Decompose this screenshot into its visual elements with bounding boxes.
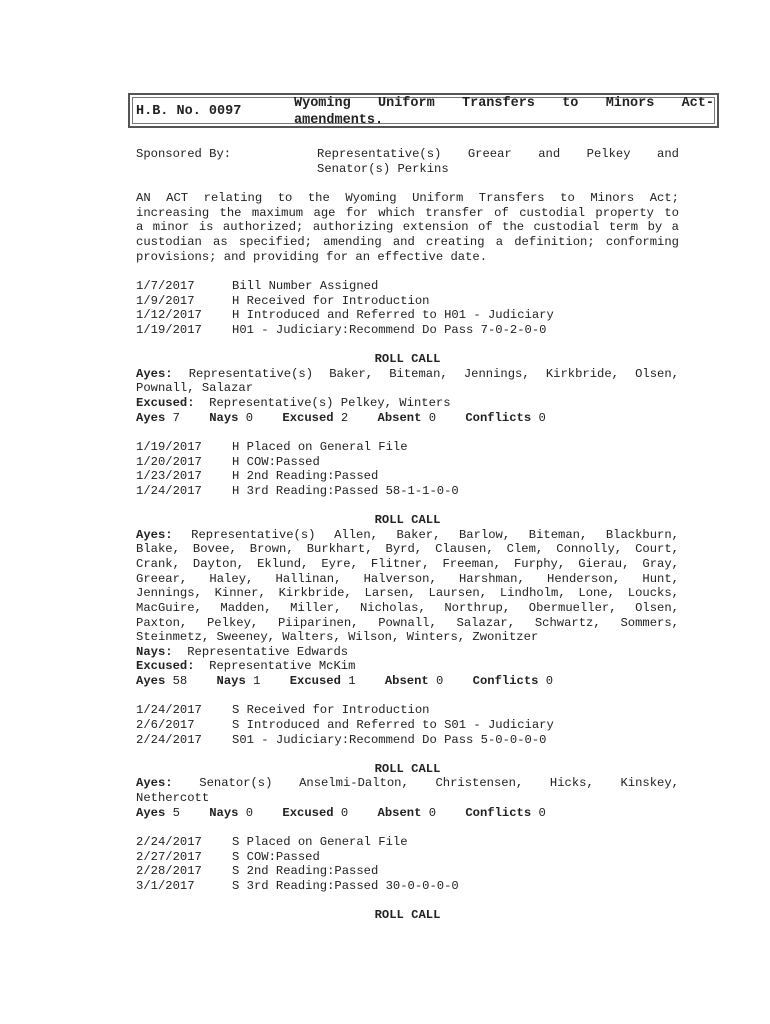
excused-names: Representative McKim bbox=[209, 659, 356, 673]
action-date: 2/27/2017 bbox=[136, 850, 202, 864]
action-text: H Placed on General File bbox=[232, 440, 408, 454]
summary-line: custodian as specified; amending and creating a definition; conforming bbox=[136, 235, 679, 249]
summary-line: increasing the maximum age for which transfer of custodial property to bbox=[136, 206, 679, 220]
ayes-count: 58 bbox=[172, 674, 188, 688]
conflicts-count: 0 bbox=[538, 806, 546, 820]
action-text: S 3rd Reading:Passed 30-0-0-0-0 bbox=[232, 879, 459, 893]
ayes-label: Ayes: bbox=[136, 528, 173, 542]
ayes-count-label: Ayes bbox=[136, 674, 166, 688]
action-row bbox=[136, 469, 378, 484]
roll2-ayes-line: Jennings, Kinner, Kirkbride, Larsen, Laursen, Lindholm, Lone, Loucks, bbox=[136, 586, 679, 600]
action-text: S COW:Passed bbox=[232, 850, 320, 864]
roll-call-heading: ROLL CALL bbox=[374, 908, 441, 922]
action-text: H 3rd Reading:Passed 58-1-1-0-0 bbox=[232, 484, 459, 498]
action-row bbox=[136, 703, 429, 718]
action-text: H01 - Judiciary:Recommend Do Pass 7-0-2-0-0 bbox=[232, 323, 547, 337]
roll3-vote-counts bbox=[136, 806, 546, 821]
action-text: H COW:Passed bbox=[232, 455, 320, 469]
nays-label: Nays: bbox=[136, 645, 173, 659]
ayes-count: 7 bbox=[172, 411, 180, 425]
nays-count: 1 bbox=[253, 674, 261, 688]
action-row bbox=[136, 864, 378, 879]
roll2-ayes-line: MacGuire, Madden, Miller, Nicholas, Northrup, Obermueller, Olsen, bbox=[136, 601, 679, 615]
roll1-excused bbox=[136, 396, 451, 411]
action-text: S01 - Judiciary:Recommend Do Pass 5-0-0-0-0 bbox=[232, 733, 547, 747]
absent-count: 0 bbox=[428, 411, 437, 425]
roll1-ayes-line-2: Pownall, Salazar bbox=[136, 381, 254, 395]
action-row bbox=[136, 294, 429, 309]
ayes-count: 5 bbox=[172, 806, 180, 820]
action-date: 3/1/2017 bbox=[136, 879, 195, 893]
sponsors-line-1: Representative(s) Greear and Pelkey and bbox=[317, 147, 679, 161]
ayes-count-label: Ayes bbox=[136, 806, 166, 820]
absent-count-label: Absent bbox=[377, 806, 422, 820]
roll3-ayes-line-1 bbox=[136, 776, 679, 791]
action-row bbox=[136, 850, 320, 865]
nays-count-label: Nays bbox=[209, 411, 239, 425]
action-date: 1/9/2017 bbox=[136, 294, 195, 308]
roll2-ayes-line: Crank, Dayton, Eklund, Eyre, Flitner, Freeman, Furphy, Gierau, Gray, bbox=[136, 557, 679, 571]
excused-count: 1 bbox=[348, 674, 356, 688]
action-text: H 2nd Reading:Passed bbox=[232, 469, 379, 483]
absent-count-label: Absent bbox=[384, 674, 429, 688]
excused-count-label: Excused bbox=[289, 674, 341, 688]
roll-call-heading: ROLL CALL bbox=[374, 352, 441, 366]
summary-line: AN ACT relating to the Wyoming Uniform Transfers to Minors Act; bbox=[136, 191, 679, 205]
excused-names: Representative(s) Pelkey, Winters bbox=[209, 396, 451, 410]
action-row bbox=[136, 455, 320, 470]
summary-line: provisions; and providing for an effective date. bbox=[136, 250, 488, 264]
nays-names: Representative Edwards bbox=[187, 645, 349, 659]
action-text: H Received for Introduction bbox=[232, 294, 430, 308]
sponsored-by-label: Sponsored By: bbox=[136, 147, 232, 161]
absent-count: 0 bbox=[436, 674, 444, 688]
absent-count-label: Absent bbox=[377, 411, 422, 425]
roll3-ayes-line-2: Nethercott bbox=[136, 791, 210, 805]
roll-call-heading: ROLL CALL bbox=[374, 513, 441, 527]
action-row bbox=[136, 733, 547, 748]
roll2-vote-counts bbox=[136, 674, 553, 689]
action-row bbox=[136, 279, 378, 294]
ayes-names: Senator(s) Anselmi-Dalton, Christensen, Hicks, Kinskey, bbox=[199, 776, 679, 790]
action-text: S 2nd Reading:Passed bbox=[232, 864, 379, 878]
roll2-ayes-line: Blake, Bovee, Brown, Burkhart, Byrd, Clausen, Clem, Connolly, Court, bbox=[136, 542, 679, 556]
roll2-ayes-line: Steinmetz, Sweeney, Walters, Wilson, Winters, Zwonitzer bbox=[136, 630, 539, 644]
action-date: 1/19/2017 bbox=[136, 440, 202, 454]
sponsors-line-2: Senator(s) Perkins bbox=[317, 162, 449, 176]
nays-count-label: Nays bbox=[209, 806, 239, 820]
bill-title-line-2: amendments. bbox=[294, 113, 384, 128]
action-text: S Received for Introduction bbox=[232, 703, 430, 717]
conflicts-count-label: Conflicts bbox=[465, 411, 532, 425]
action-row bbox=[136, 323, 547, 338]
action-date: 1/23/2017 bbox=[136, 469, 202, 483]
action-row bbox=[136, 308, 554, 323]
excused-count: 2 bbox=[340, 411, 349, 425]
conflicts-count-label: Conflicts bbox=[465, 806, 532, 820]
ayes-names: Representative(s) Allen, Baker, Barlow, Biteman, Blackburn, bbox=[191, 528, 679, 542]
roll2-nays bbox=[136, 645, 348, 660]
action-date: 2/6/2017 bbox=[136, 718, 195, 732]
action-text: H Introduced and Referred to H01 - Judiciary bbox=[232, 308, 554, 322]
bill-number: H.B. No. 0097 bbox=[136, 104, 242, 119]
excused-label: Excused: bbox=[136, 659, 195, 673]
roll2-ayes-line-1 bbox=[136, 528, 679, 543]
excused-count-label: Excused bbox=[282, 411, 334, 425]
roll2-ayes-line: Paxton, Pelkey, Piiparinen, Pownall, Salazar, Schwartz, Sommers, bbox=[136, 616, 679, 630]
conflicts-count: 0 bbox=[545, 674, 554, 688]
action-row bbox=[136, 440, 408, 455]
conflicts-count: 0 bbox=[538, 411, 546, 425]
action-text: S Placed on General File bbox=[232, 835, 408, 849]
ayes-names: Representative(s) Baker, Biteman, Jennings, Kirkbride, Olsen, bbox=[188, 367, 679, 381]
bill-header-box bbox=[128, 93, 719, 128]
summary-line: a minor is authorized; authorizing extension of the custodial term by a bbox=[136, 220, 679, 234]
nays-count: 0 bbox=[245, 806, 254, 820]
action-date: 1/12/2017 bbox=[136, 308, 202, 322]
action-date: 2/28/2017 bbox=[136, 864, 202, 878]
action-date: 2/24/2017 bbox=[136, 733, 202, 747]
roll1-ayes-line-1 bbox=[136, 367, 679, 382]
excused-count: 0 bbox=[340, 806, 349, 820]
action-row bbox=[136, 879, 459, 894]
action-text: Bill Number Assigned bbox=[232, 279, 379, 293]
roll1-vote-counts bbox=[136, 411, 546, 426]
roll2-excused bbox=[136, 659, 355, 674]
absent-count: 0 bbox=[428, 806, 437, 820]
excused-label: Excused: bbox=[136, 396, 195, 410]
roll2-ayes-line: Greear, Haley, Hallinan, Halverson, Harshman, Henderson, Hunt, bbox=[136, 572, 679, 586]
bill-title-line-1: Wyoming Uniform Transfers to Minors Act- bbox=[294, 96, 714, 111]
action-date: 1/20/2017 bbox=[136, 455, 202, 469]
action-row bbox=[136, 718, 554, 733]
action-date: 2/24/2017 bbox=[136, 835, 202, 849]
action-date: 1/24/2017 bbox=[136, 703, 202, 717]
action-date: 1/24/2017 bbox=[136, 484, 202, 498]
excused-count-label: Excused bbox=[282, 806, 334, 820]
conflicts-count-label: Conflicts bbox=[472, 674, 539, 688]
ayes-count-label: Ayes bbox=[136, 411, 166, 425]
action-text: S Introduced and Referred to S01 - Judiciary bbox=[232, 718, 554, 732]
action-row bbox=[136, 484, 459, 499]
nays-count: 0 bbox=[245, 411, 254, 425]
nays-count-label: Nays bbox=[216, 674, 246, 688]
ayes-label: Ayes: bbox=[136, 367, 173, 381]
ayes-label: Ayes: bbox=[136, 776, 173, 790]
action-row bbox=[136, 835, 408, 850]
roll-call-heading: ROLL CALL bbox=[374, 762, 441, 776]
action-date: 1/7/2017 bbox=[136, 279, 195, 293]
action-date: 1/19/2017 bbox=[136, 323, 202, 337]
